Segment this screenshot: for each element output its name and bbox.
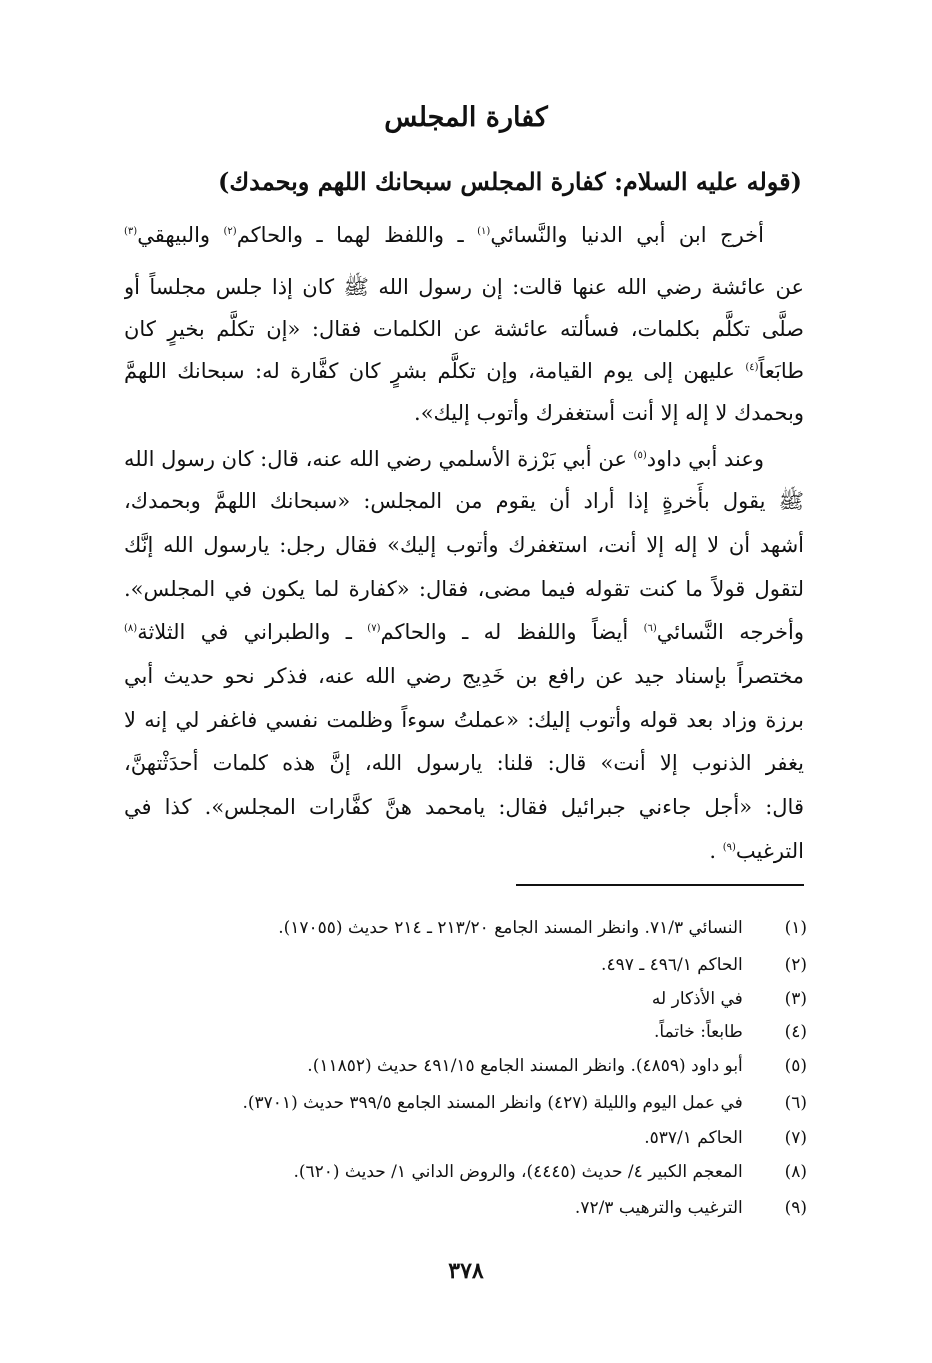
footnote-ref: (٦) xyxy=(643,623,657,634)
footnote-number: (٦) xyxy=(784,1093,807,1113)
footnote-text: الحاكم ٥٣٧/١. xyxy=(644,1128,743,1148)
footnote-number: (٨) xyxy=(784,1162,807,1182)
body-line: عن عائشة رضي الله عنها قالت: إن رسول الله ﷺ كان إذا جلس مجلساً أو xyxy=(124,275,804,299)
footnote-text: طابعاً: خاتماً. xyxy=(653,1022,743,1042)
footnote xyxy=(107,1194,807,1223)
footnote xyxy=(107,1089,807,1118)
body-line: أخرج ابن أبي الدنيا والنَّسائي$^{(١)}$ ـ واللفظ لهما ـ والحاكم$^{(٢)}$ والبيهقي$^{(٣)}$ xyxy=(124,223,764,247)
body-line: وعند أبي داود$^{(٥)}$ عن أبي بَرْزة الأسلمي رضي الله عنه، قال: كان رسول الله xyxy=(124,447,765,471)
footnote-number: (٥) xyxy=(784,1056,807,1076)
footnote xyxy=(107,1158,807,1187)
footnote-number: (٩) xyxy=(784,1198,807,1218)
footnote-text: المعجم الكبير ٤/ حديث (٤٤٤٥)، والروض الداني ١/ حديث (٦٢٠). xyxy=(293,1162,743,1182)
footnote-ref: (٧) xyxy=(367,623,381,634)
footnote-number: (٤) xyxy=(784,1022,807,1042)
footnote xyxy=(107,914,807,943)
footnote-number: (٣) xyxy=(784,989,807,1009)
body-line: أشهد أن لا إله إلا أنت، استغفرك وأتوب إليك» فقال رجل: يارسول الله إنَّك xyxy=(124,533,804,557)
footnote-ref: (٢) xyxy=(223,226,237,237)
footnote-ref: (٤) xyxy=(745,362,759,373)
body-line: الترغيب$^{(٩)}$ . xyxy=(709,839,804,863)
footnote-ref: (٥) xyxy=(633,450,647,461)
body-line: صلَّى تكلَّم بكلمات، فسألته عائشة عن الكلمات فقال: «إن تكلَّم بخيرٍ كان xyxy=(124,317,804,341)
body-line: لتقول قولاً ما كنت تقوله فيما مضى، فقال: «كفارة لما يكون في المجلس». xyxy=(124,577,804,601)
footnote-text: في الأذكار له xyxy=(651,989,743,1009)
body-line: برزة وزاد بعد قوله وأتوب إليك: «عملتُ سوءاً وظلمت نفسي فاغفر لي إنه لا xyxy=(124,708,804,732)
page-number: ٣٧٨ xyxy=(448,1258,484,1284)
footnote xyxy=(107,1124,807,1153)
footnote xyxy=(107,951,807,980)
footnote-text: الترغيب والترهيب ٧٢/٣. xyxy=(574,1198,743,1218)
body-line: قال: «أجل جاءني جبرائيل فقال: يامحمد هنَّ كفَّارات المجلس». كذا في xyxy=(124,795,804,819)
footnote xyxy=(107,985,807,1014)
body-line: وأخرجه النَّسائي$^{(٦)}$ أيضاً واللفظ له ـ والحاكم$^{(٧)}$ ـ والطبراني في الثلاثة$^{(٨)}$ xyxy=(124,620,804,644)
section-heading: (قوله عليه السلام: كفارة المجلس سبحانك اللهم وبحمدك) xyxy=(217,167,802,196)
body-line: يغفر الذنوب إلا أنت» قال: قلنا: يارسول الله، إنَّ هذه كلمات أحدَثْتهنَّ، xyxy=(124,751,804,775)
page-title: كفارة المجلس xyxy=(384,102,548,133)
footnote-text: الحاكم ٤٩٦/١ ـ ٤٩٧. xyxy=(601,955,743,975)
footnote-number: (٧) xyxy=(784,1128,807,1148)
footnote-ref: (٣) xyxy=(124,226,138,237)
footnote-number: (١) xyxy=(784,918,807,938)
footnote-ref: (١) xyxy=(477,226,491,237)
footnote-text: أبو داود (٤٨٥٩). وانظر المسند الجامع ٤٩١/١٥ حديث (١١٨٥٢). xyxy=(307,1056,743,1076)
footnote xyxy=(107,1018,807,1047)
footnote-number: (٢) xyxy=(784,955,807,975)
body-line: ﷺ يقول بأَخرةٍ إذا أراد أن يقوم من المجلس: «سبحانك اللهمَّ وبحمدك، xyxy=(124,489,804,513)
footnote xyxy=(107,1052,807,1081)
footnote-divider xyxy=(516,884,804,886)
footnote-text: النسائي ٧١/٣. وانظر المسند الجامع ٢١٣/٢٠ ـ ٢١٤ حديث (١٧٠٥٥). xyxy=(278,918,743,938)
footnote-ref: (٩) xyxy=(722,842,736,853)
footnote-text: في عمل اليوم والليلة (٤٢٧) وانظر المسند الجامع ٣٩٩/٥ حديث (٣٧٠١). xyxy=(242,1093,743,1113)
footnote-ref: (٨) xyxy=(124,623,138,634)
body-line: مختصراً بإسناد جيد عن رافع بن خَدِيج رضي الله عنه، فذكر نحو حديث أبي xyxy=(124,664,804,688)
body-line: وبحمدك لا إله إلا أنت أستغفرك وأتوب إليك». xyxy=(414,401,804,425)
body-line: طابَعاً$^{(٤)}$ عليهن إلى يوم القيامة، وإن تكلَّم بشرٍ كان كفَّارة له: سبحانك اللهمَّ xyxy=(124,359,804,383)
